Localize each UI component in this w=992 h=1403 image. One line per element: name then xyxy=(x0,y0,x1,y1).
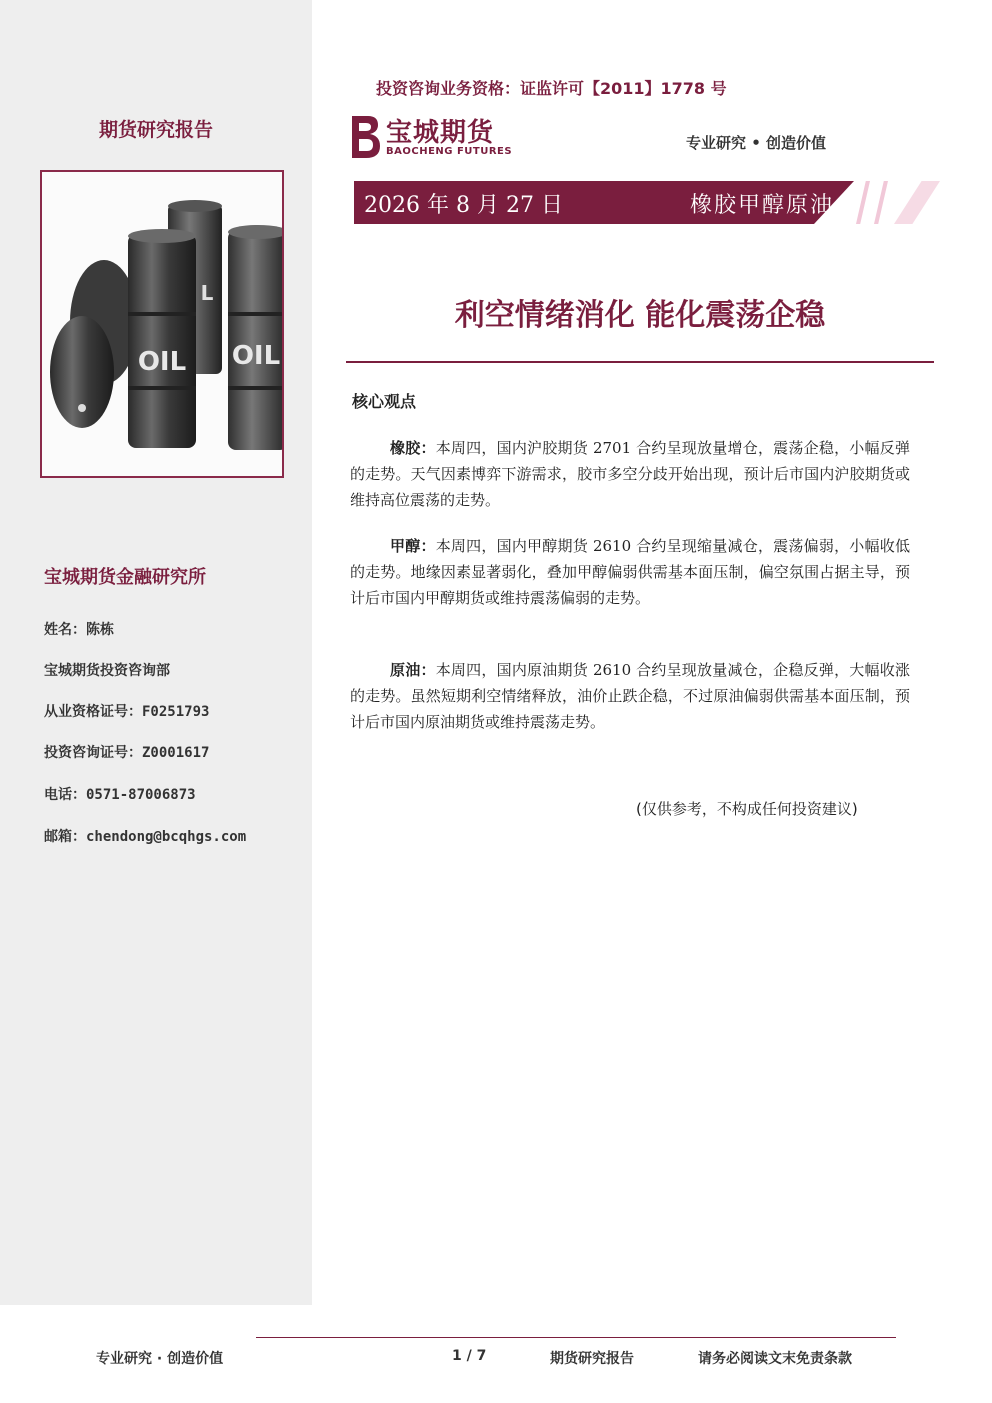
paragraph-rubber xyxy=(350,435,910,513)
barrel-label-back: L xyxy=(200,281,214,305)
consulting-number: 投资咨询证号：Z0001617 xyxy=(44,745,210,761)
headline-divider xyxy=(346,361,934,363)
headline: 利空情绪消化 能化震荡企稳 xyxy=(454,298,826,333)
banner-stripe xyxy=(874,181,888,224)
paragraph-text: 本周四，国内甲醇期货 2610 合约呈现缩量减仓，震荡偏弱，小幅收低的走势。地缘因素显著弱化，叠加甲醇偏弱供需基本面压制，偏空氛围占据主导，预计后市国内甲醇期货或维持震荡偏弱的走势。 xyxy=(350,537,910,607)
paragraph-crude-oil xyxy=(350,657,910,735)
paragraph-text: 本周四，国内沪胶期货 2701 合约呈现放量增仓，震荡企稳，小幅反弹的走势。天气因素博弈下游需求，胶市多空分歧开始出现，预计后市国内沪胶期货或维持高位震荡的走势。 xyxy=(350,439,910,509)
paragraph-text: 本周四，国内原油期货 2610 合约呈现放量减仓，企稳反弹，大幅收涨的走势。虽然短期利空情绪释放，油价止跌企稳，不过原油偏弱供需基本面压制，预计后市国内原油期货或维持震荡走势。 xyxy=(350,661,910,731)
footer-report-type: 期货研究报告 xyxy=(550,1351,634,1367)
email: 邮箱：chendong@bcqhgs.com xyxy=(44,829,247,845)
license-text: 投资咨询业务资格：证监许可【2011】1778 号 xyxy=(376,79,727,98)
barrel-label-center: OIL xyxy=(137,347,187,377)
logo-mark-icon xyxy=(346,112,382,162)
institute-name: 宝城期货金融研究所 xyxy=(44,567,206,588)
qualification-number: 从业资格证号：F0251793 xyxy=(44,704,210,720)
oil-barrels-image xyxy=(40,170,284,478)
paragraph-label: 甲醇： xyxy=(390,537,436,555)
department: 宝城期货投资咨询部 xyxy=(44,663,170,679)
report-topic: 橡胶甲醇原油 xyxy=(690,193,835,218)
logo-english: BAOCHENG FUTURES xyxy=(386,146,513,157)
analyst-name: 姓名：陈栋 xyxy=(44,622,114,638)
barrel-label-right: OIL xyxy=(231,341,281,371)
report-date: 2026 年 8 月 27 日 xyxy=(364,193,563,218)
company-logo xyxy=(346,110,516,162)
paragraph-label: 橡胶： xyxy=(390,439,436,457)
paragraph-methanol xyxy=(350,533,910,611)
logo-chinese: 宝城期货 xyxy=(386,118,495,148)
banner-stripe-tail xyxy=(894,181,940,224)
footer-divider xyxy=(256,1337,896,1338)
banner-stripe xyxy=(856,181,870,224)
footer-notice: 请务必阅读文末免责条款 xyxy=(698,1351,852,1367)
paragraph-label: 原油： xyxy=(390,661,436,679)
report-type-title: 期货研究报告 xyxy=(98,119,213,141)
core-view-label: 核心观点 xyxy=(352,392,417,411)
sidebar xyxy=(0,0,312,1305)
phone: 电话：0571-87006873 xyxy=(44,787,196,803)
disclaimer: (仅供参考，不构成任何投资建议) xyxy=(636,800,858,818)
page-number: 1 / 7 xyxy=(452,1348,487,1364)
header-slogan: 专业研究 • 创造价值 xyxy=(686,134,827,152)
footer-slogan: 专业研究 · 创造价值 xyxy=(96,1351,224,1367)
oil-barrels-illustration xyxy=(42,172,282,476)
